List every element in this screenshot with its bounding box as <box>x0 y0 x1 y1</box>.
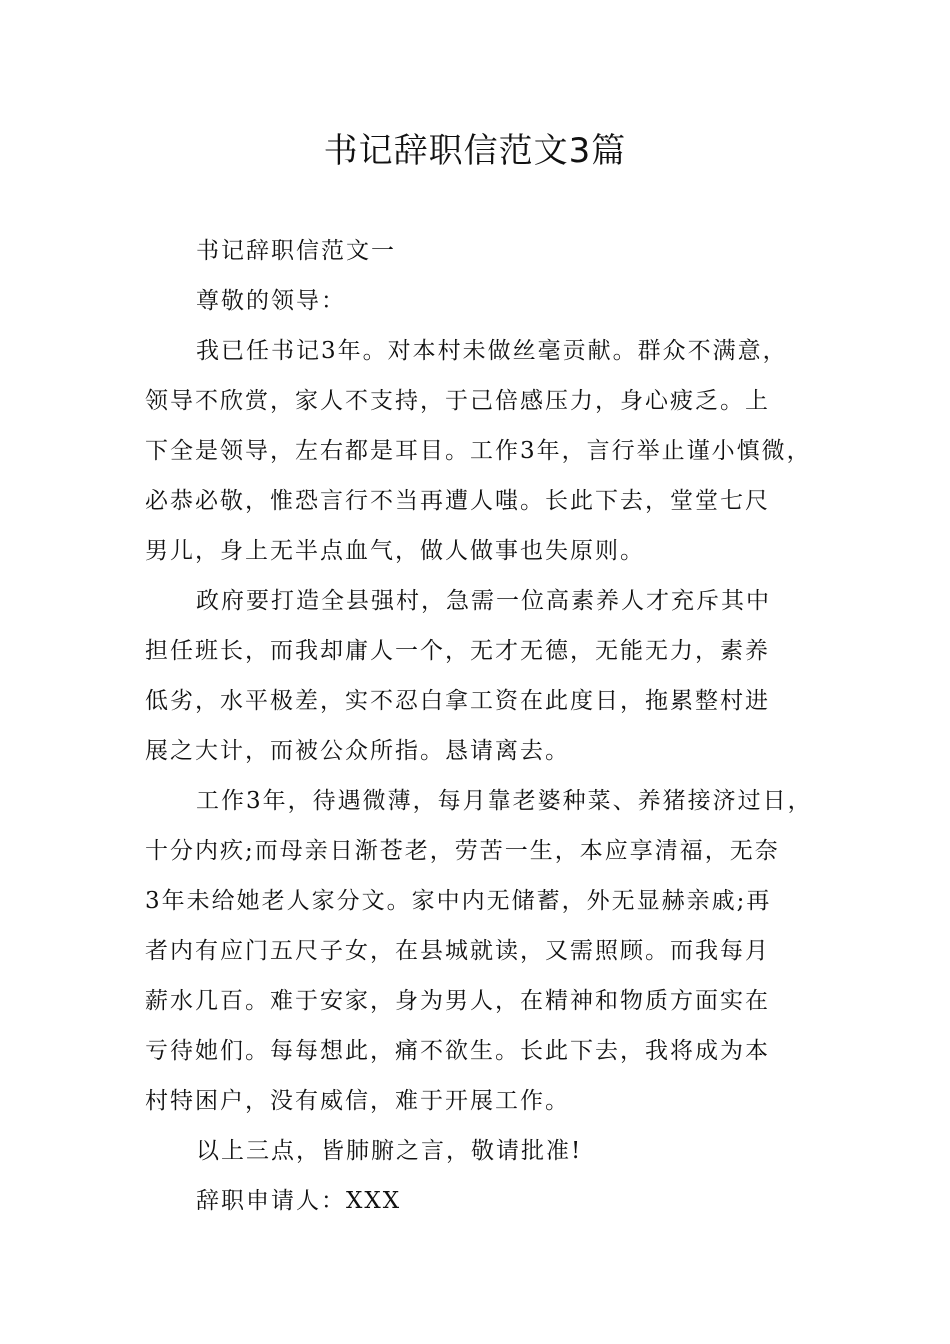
paragraph-3-line-3: 3年未给她老人家分文。家中内无储蓄，外无显赫亲戚;再 <box>145 888 772 914</box>
section-heading: 书记辞职信范文一 <box>196 238 396 264</box>
paragraph-1-line-2: 领导不欣赏，家人不支持，于己倍感压力，身心疲乏。上 <box>145 388 770 414</box>
document-title: 书记辞职信范文3篇 <box>323 131 627 171</box>
paragraph-1-line-5: 男儿，身上无半点血气，做人做事也失原则。 <box>145 538 645 564</box>
paragraph-3-line-6: 亏待她们。每每想此，痛不欲生。长此下去，我将成为本 <box>145 1038 770 1064</box>
paragraph-2-line-2: 担任班长，而我却庸人一个，无才无德，无能无力，素养 <box>145 638 770 664</box>
paragraph-3-line-7: 村特困户，没有威信，难于开展工作。 <box>145 1088 570 1114</box>
paragraph-2-line-3: 低劣，水平极差，实不忍白拿工资在此度日，拖累整村进 <box>145 688 770 714</box>
paragraph-3-line-4: 者内有应门五尺子女，在县城就读，又需照顾。而我每月 <box>145 938 770 964</box>
salutation: 尊敬的领导： <box>196 288 346 314</box>
paragraph-1-line-3: 下全是领导，左右都是耳目。工作3年，言行举止谨小慎微， <box>145 438 812 464</box>
signature-line: 辞职申请人：XXX <box>196 1188 402 1214</box>
paragraph-3-line-1: 工作3年，待遇微薄，每月靠老婆种菜、养猪接济过日， <box>196 788 813 814</box>
paragraph-2-line-4: 展之大计，而被公众所指。恳请离去。 <box>145 738 570 764</box>
paragraph-2-line-1: 政府要打造全县强村，急需一位高素养人才充斥其中 <box>196 588 771 614</box>
document-body <box>145 226 815 1226</box>
paragraph-1-line-1: 我已任书记3年。对本村未做丝毫贡献。群众不满意， <box>196 338 788 364</box>
paragraph-1-line-4: 必恭必敬，惟恐言行不当再遭人嗤。长此下去，堂堂七尺 <box>145 488 770 514</box>
paragraph-3-line-5: 薪水几百。难于安家，身为男人，在精神和物质方面实在 <box>145 988 770 1014</box>
closing-line: 以上三点，皆肺腑之言，敬请批准! <box>196 1138 583 1164</box>
paragraph-3-line-2: 十分内疚;而母亲日渐苍老，劳苦一生，本应享清福，无奈 <box>145 838 780 864</box>
